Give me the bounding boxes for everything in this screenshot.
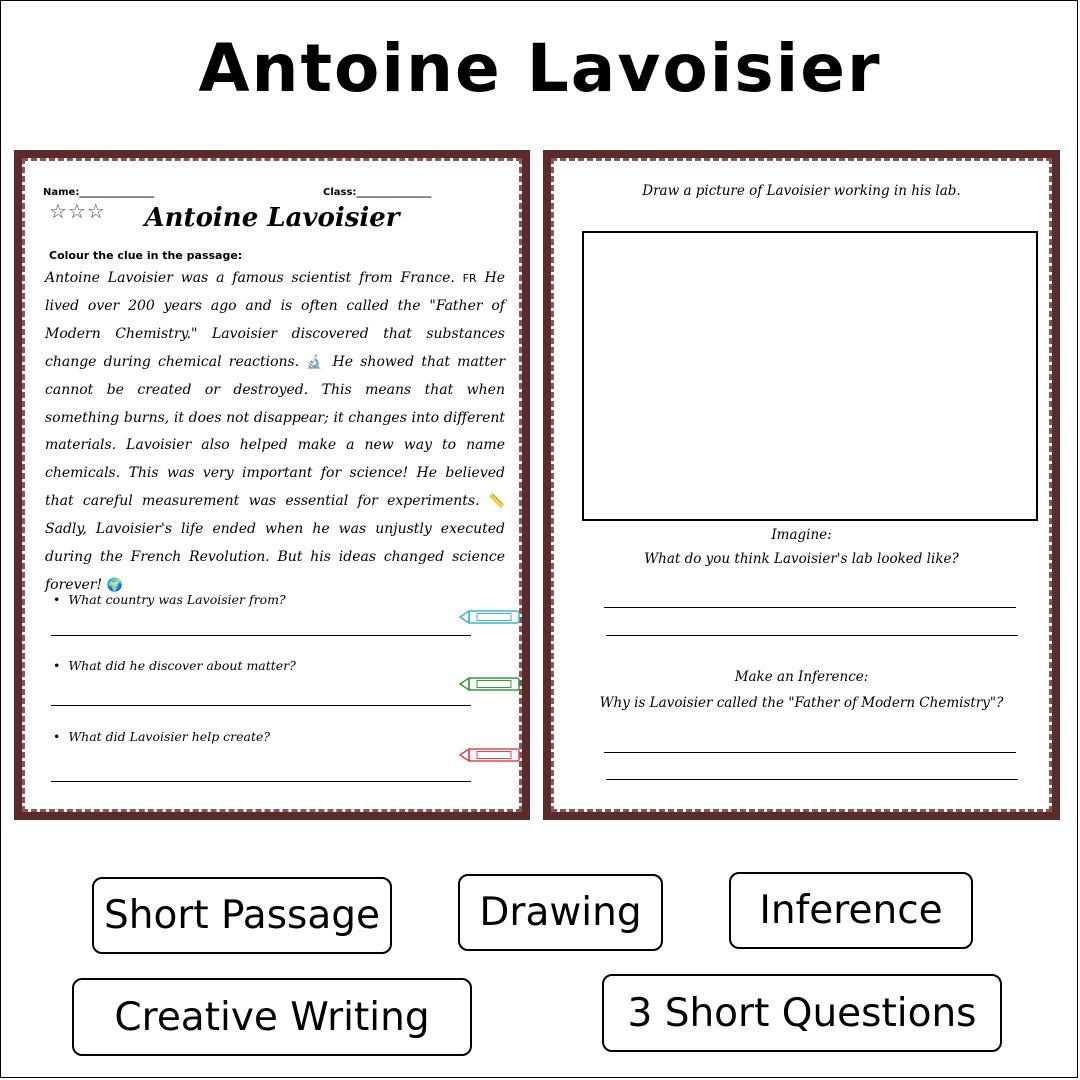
question-text: What country was Lavoisier from? bbox=[68, 592, 286, 607]
answer-line[interactable] bbox=[606, 635, 1018, 636]
draw-prompt: Draw a picture of Lavoisier working in his lab. bbox=[642, 183, 961, 199]
bullet: • bbox=[53, 658, 61, 673]
crayon-green-icon bbox=[459, 676, 521, 692]
crayon-red-icon bbox=[459, 747, 521, 763]
rating-stars-icon: ☆☆☆ bbox=[49, 199, 106, 223]
reading-passage bbox=[45, 265, 505, 600]
class-field: Class:_______________ bbox=[323, 187, 432, 198]
passage-text: Sadly, Lavoisier's life ended when he was unjustly executed during the French Revolution. But his ideas changed science forever! bbox=[45, 521, 505, 593]
tag-inference: Inference bbox=[729, 872, 973, 949]
ruler-icon: 📏 bbox=[488, 494, 505, 510]
imagine-label: Imagine: bbox=[771, 527, 832, 543]
crayon-blue-icon bbox=[459, 609, 521, 625]
tag-3-short-questions: 3 Short Questions bbox=[602, 974, 1002, 1052]
worksheet-reading-page bbox=[14, 150, 530, 820]
page-title: Antoine Lavoisier bbox=[198, 30, 882, 107]
instruction-text: Colour the clue in the passage: bbox=[49, 249, 243, 262]
answer-line[interactable] bbox=[51, 705, 471, 706]
question-1 bbox=[53, 592, 286, 607]
worksheet-paper bbox=[560, 167, 1043, 803]
passage-text: He lived over 200 years ago and is often called the "Father of Modern Chemistry." Lavoisier discovered that substances change during chemical reactions. bbox=[45, 270, 505, 370]
worksheet-border bbox=[22, 158, 522, 812]
france-flag-icon: FR bbox=[462, 272, 477, 285]
bullet: • bbox=[53, 729, 61, 744]
drawing-box[interactable] bbox=[582, 231, 1038, 521]
microscope-icon: 🔬 bbox=[306, 354, 326, 370]
question-3 bbox=[53, 729, 270, 744]
bullet: • bbox=[53, 592, 61, 607]
answer-line[interactable] bbox=[51, 781, 471, 782]
tag-drawing: Drawing bbox=[458, 874, 663, 951]
worksheet-drawing-page bbox=[543, 150, 1060, 820]
answer-line[interactable] bbox=[606, 779, 1018, 780]
worksheet-border bbox=[551, 158, 1052, 812]
inference-question: Why is Lavoisier called the "Father of Modern Chemistry"? bbox=[599, 695, 1004, 711]
answer-line[interactable] bbox=[51, 635, 471, 636]
name-field: Name:_______________ bbox=[43, 187, 155, 198]
worksheet-paper bbox=[31, 167, 513, 803]
answer-line[interactable] bbox=[604, 607, 1016, 608]
imagine-question: What do you think Lavoisier's lab looked like? bbox=[644, 551, 959, 567]
passage-text: He showed that matter cannot be created or destroyed. This means that when something burns, it does not disappear; it changes into different materials. Lavoisier also helped make a new way to name chemicals. This was very important for science! He believed that careful measurement was essential for experiments. bbox=[45, 353, 506, 510]
passage-text: Antoine Lavoisier was a famous scientist from France. bbox=[45, 270, 463, 286]
question-2 bbox=[53, 658, 296, 673]
answer-line[interactable] bbox=[604, 752, 1016, 753]
globe-icon: 🌍 bbox=[106, 577, 123, 593]
worksheet-title: Antoine Lavoisier bbox=[144, 203, 400, 233]
question-text: What did Lavoisier help create? bbox=[68, 729, 271, 744]
question-text: What did he discover about matter? bbox=[68, 658, 296, 673]
tag-creative-writing: Creative Writing bbox=[72, 978, 472, 1056]
inference-label: Make an Inference: bbox=[734, 669, 869, 685]
tag-short-passage: Short Passage bbox=[92, 877, 392, 954]
